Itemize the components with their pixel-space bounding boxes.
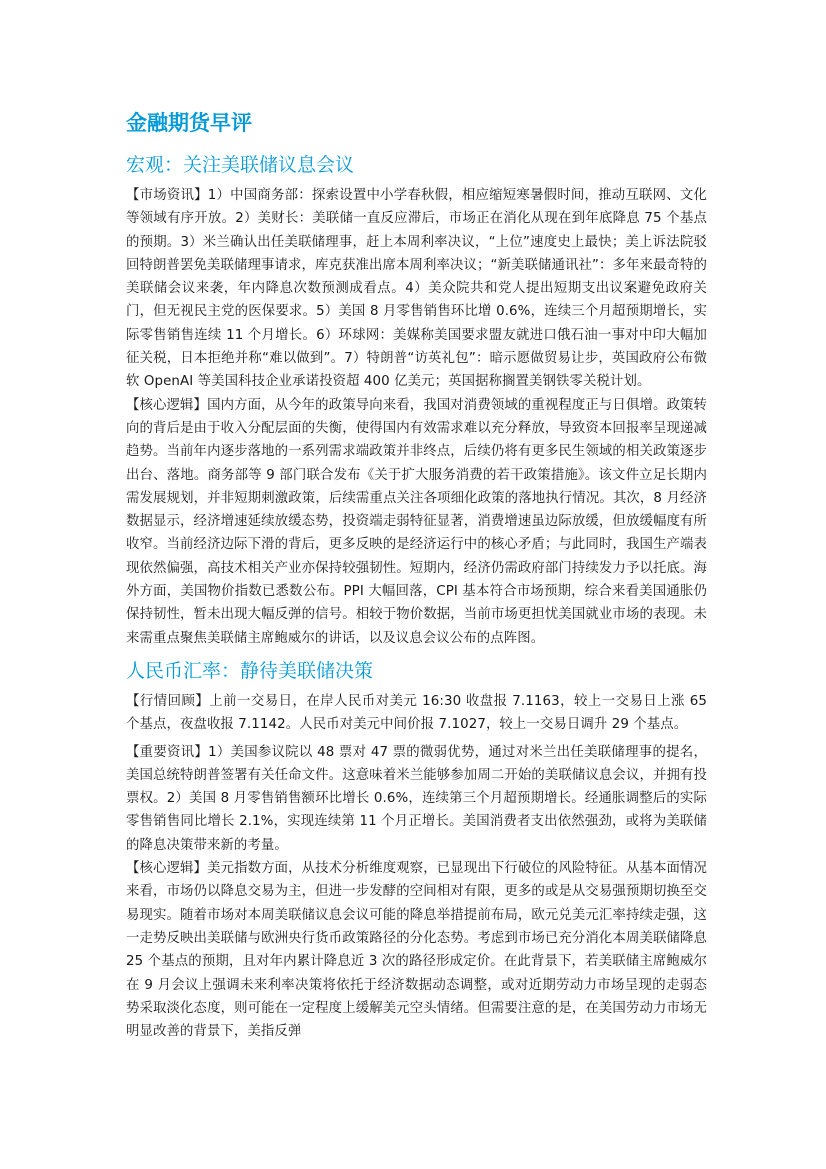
paragraph-tag: 【市场资讯】 [126,188,208,203]
paragraph-core-logic [126,857,707,1043]
paragraph-core-logic [126,394,707,650]
paragraph-market-review [126,690,707,737]
document-title: 金融期货早评 [126,111,252,135]
paragraph-tag: 【核心逻辑】 [126,861,208,877]
paragraph-tag: 【重要资讯】 [126,744,209,760]
document-page [126,108,707,1043]
paragraph-tag: 【核心逻辑】 [126,397,208,413]
paragraph-text: 1）中国商务部：探索设置中小学春秋假，相应缩短寒暑假时间，推动互联网、文化等领域有序开放。2）美财长：美联储一直反应滞后，市场正在消化从现在到年底降息 75 个基点的预期。3）米兰确认出任美联储理事，赶上本周利率决议，“上位”速度史上最快；美上诉法院驳回特朗普罢免美联储理事请求，库克获准出席本周利率决议；“新美联储通讯社”：多年来最奇特的美联储会议来袭，年内降息次数预测成看点。4）美众院共和党人提出短期支出议案避免政府关门，但无视民主党的医保要求。5）美国 8 月零售销售环比增 0.6%，连续三个月超预期增长，实际零售销售连续 11 个月增长。6）环球网：美媒称美国要求盟友就进口俄石油一事对中印大幅加征关税，日本拒绝并称“难以做到”。7）特朗普“访英礼包”：暗示愿做贸易让步，英国政府公布微软 OpenAI 等美国科技企业承诺投资超 400 亿美元；英国据称搁置美钢铁零关税计划。 [126,188,708,390]
paragraph-text: 上前一交易日，在岸人民币对美元 16:30 收盘报 7.1163，较上一交易日上涨 65 个基点，夜盘收报 7.1142。人民币对美元中间价报 7.1027，较上一交易日调升 29 个基点。 [126,693,707,733]
paragraph-market-news [126,184,707,394]
paragraph-text: 1）美国参议院以 48 票对 47 票的微弱优势，通过对米兰出任美联储理事的提名，美国总统特朗普签署有关任命文件。这意味着米兰能够参加周二开始的美联储议息会议，并拥有投票权。2）美国 8 月零售销售额环比增长 0.6%，连续第三个月超预期增长。经通胀调整后的实际零售销售同比增长 2.1%，实现连续第 11 个月正增长。美国消费者支出依然强劲，或将为美联储的降息决策带来新的考量。 [126,744,707,853]
section-rmb-fx [126,656,707,1043]
section-title-rmb-fx: 人民币汇率：静待美联储决策 [126,659,374,682]
section-macro [126,150,707,650]
section-title-macro: 宏观：关注美联储议息会议 [126,154,355,176]
paragraph-text: 美元指数方面，从技术分析维度观察，已显现出下行破位的风险特征。从基本面情况来看，市场仍以降息交易为主，但进一步发酵的空间相对有限，更多的或是从交易强预期切换至交易现实。随着市场对本周美联储议息会议可能的降息举措提前布局，欧元兑美元汇率持续走强，这一走势反映出美联储与欧洲央行货币政策路径的分化态势。考虑到市场已充分消化本周美联储降息 25 个基点的预期，且对年内累计降息近 3 次的路径形成定价。在此背景下，若美联储主席鲍威尔在 9 月会议上强调未来利率决策将依托于经济数据动态调整，或对近期劳动力市场呈现的走弱态势采取淡化态度，则可能在一定程度上缓解美元空头情绪。但需要注意的是，在美国劳动力市场无明显改善的背景下，美指反弹 [126,861,707,1040]
paragraph-text: 国内方面，从今年的政策导向来看，我国对消费领域的重视程度正与日俱增。政策转向的背后是由于收入分配层面的失衡，使得国内有效需求难以充分释放，导致资本回报率呈现递减趋势。当前年内逐步落地的一系列需求端政策并非终点，后续仍将有更多民生领域的相关政策逐步出台、落地。商务部等 9 部门联合发布《关于扩大服务消费的若干政策措施》。该文件立足长期内需发展规划，并非短期刺激政策，后续需重点关注各项细化政策的落地执行情况。其次，8 月经济数据显示，经济增速延续放缓态势，投资端走弱特征显著，消费增速虽边际放缓，但放缓幅度有所收窄。当前经济边际下滑的背后，更多反映的是经济运行中的核心矛盾；与此同时，我国生产端表现依然偏强，高技术相关产业亦保持较强韧性。短期内，经济仍需政府部门持续发力予以托底。海外方面，美国物价指数已悉数公布。PPI 大幅回落，CPI 基本符合市场预期，综合来看美国通胀仍保持韧性，暂未出现大幅反弹的信号。相较于物价数据，当前市场更担忧美国就业市场的表现。未来需重点聚焦美联储主席鲍威尔的讲话，以及议息会议公布的点阵图。 [126,397,707,646]
paragraph-key-news [126,741,707,857]
paragraph-tag: 【行情回顾】 [126,693,210,709]
